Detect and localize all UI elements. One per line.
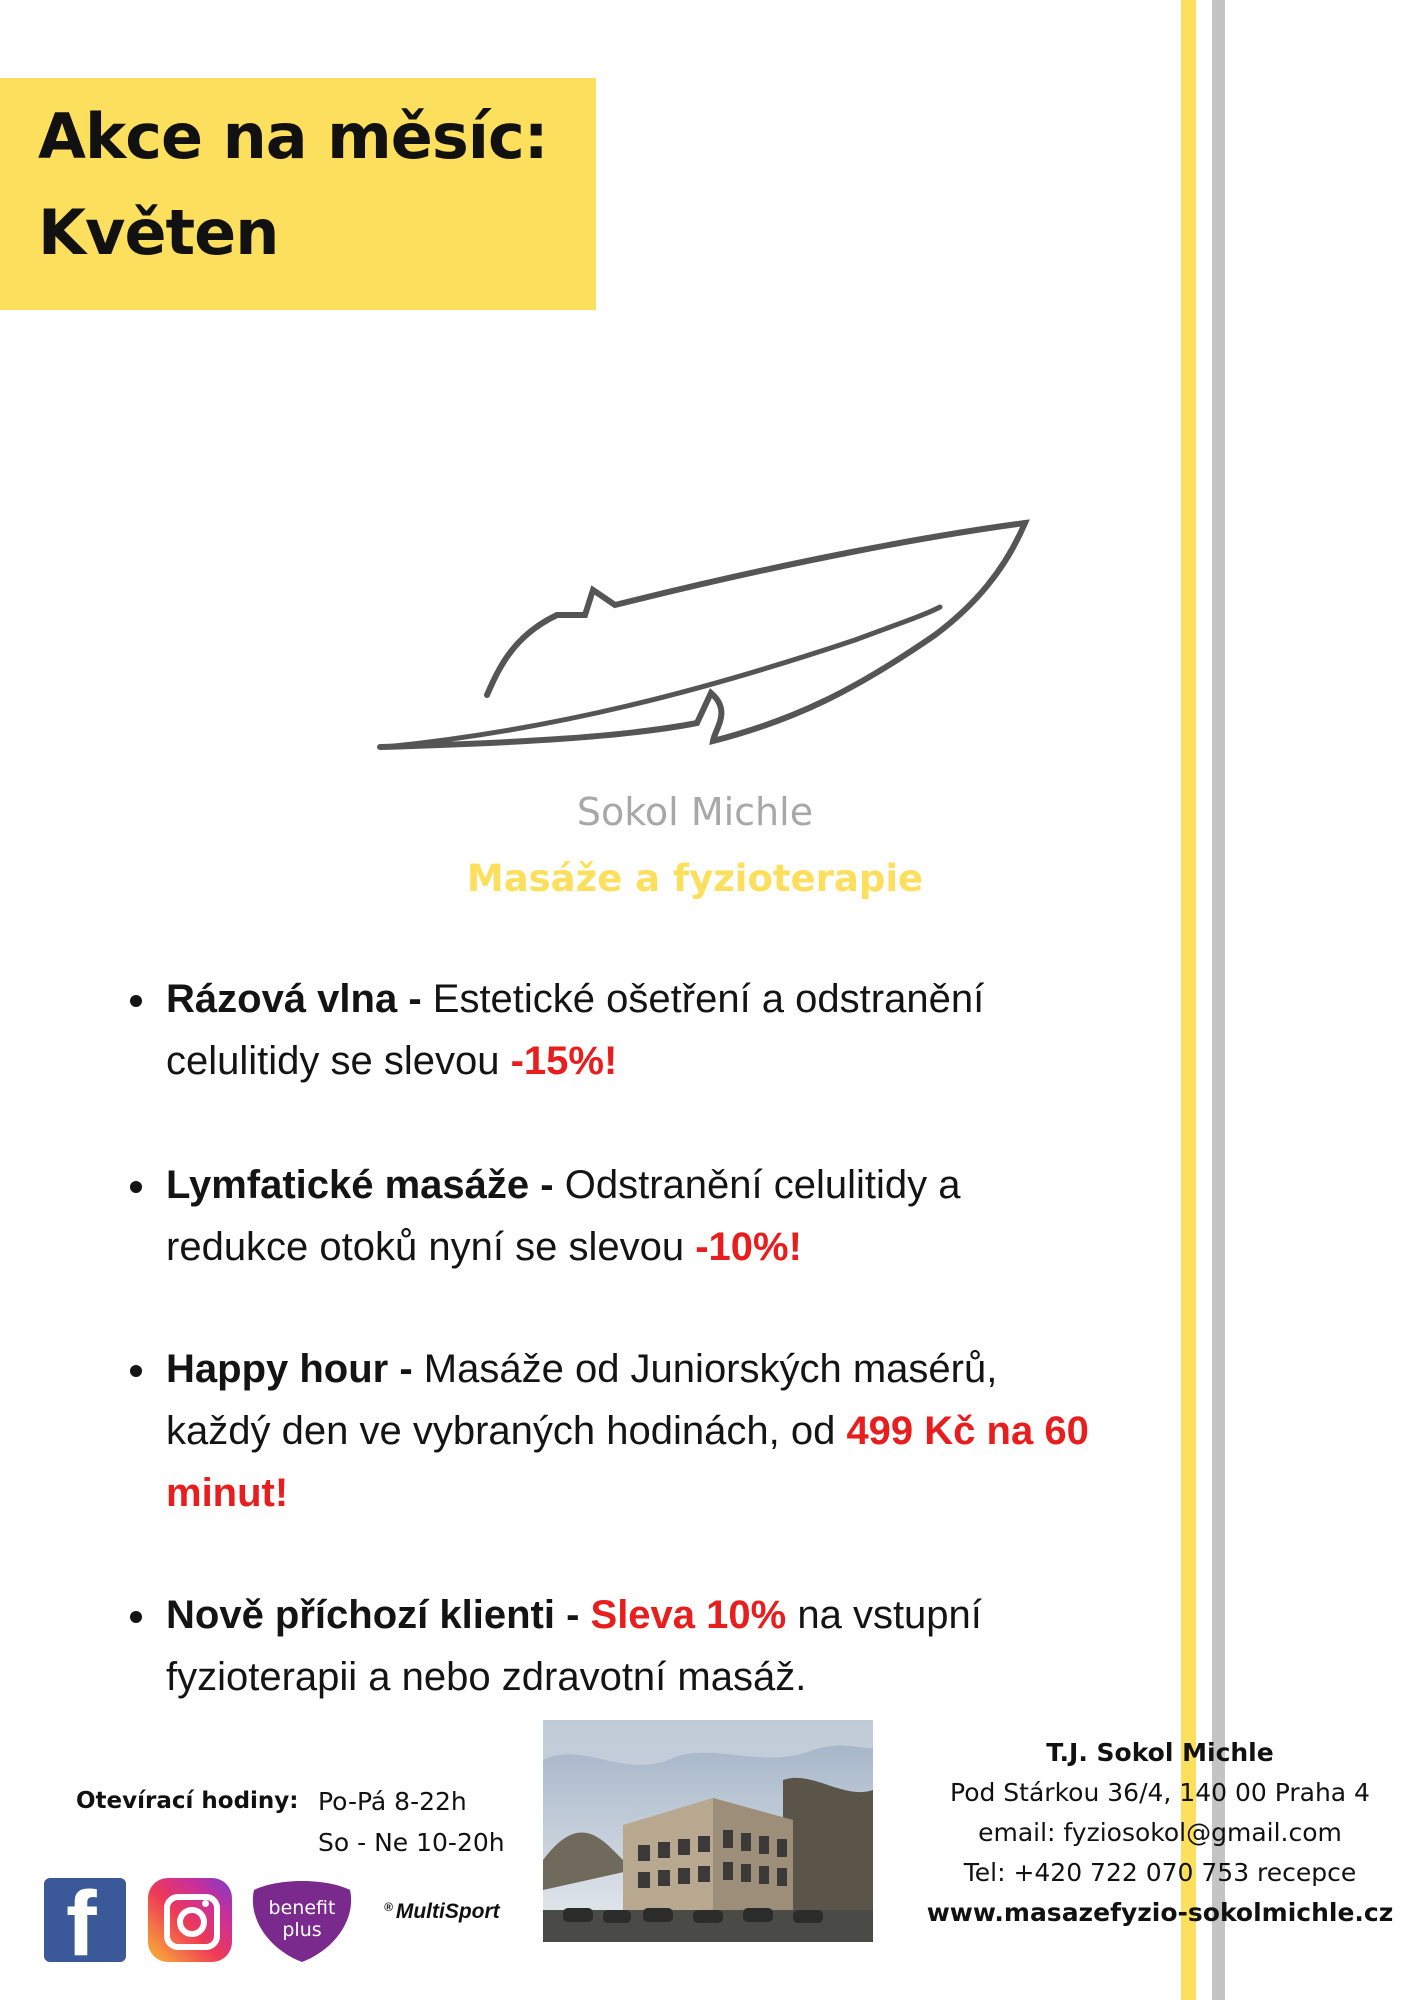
offer-item: [130, 1584, 1110, 1708]
title-line-2: Květen: [38, 196, 279, 269]
instagram-icon[interactable]: [148, 1878, 232, 1962]
offer-item: [130, 1154, 1110, 1278]
benefit-line1: benefit: [268, 1897, 336, 1919]
bullet-icon: [130, 995, 142, 1007]
multisport-logo[interactable]: [384, 1900, 500, 1924]
decorative-stripe-gray: [1212, 0, 1225, 2000]
offer-text: Masáže od Juniorských masérů, každý den ve vybraných hodinách, od: [166, 1347, 998, 1453]
multisport-mark-icon: ®: [384, 1900, 393, 1914]
feather-logo-icon: [375, 515, 1035, 760]
opening-hours-label: Otevírací hodiny:: [76, 1788, 299, 1814]
offer-highlight: Sleva 10%: [590, 1593, 787, 1637]
offer-highlight: 499 Kč na 60 minut!: [166, 1409, 1089, 1515]
contact-phone[interactable]: Tel: +420 722 070 753 recepce: [963, 1858, 1357, 1887]
offer-text: Estetické ošetření a odstranění celulitidy se slevou: [166, 977, 985, 1083]
offer-highlight: -10%!: [695, 1225, 802, 1269]
opening-hours-weekend: So - Ne 10-20h: [318, 1828, 505, 1857]
offer-title: Lymfatické masáže -: [166, 1163, 565, 1207]
offer-highlight: -15%!: [510, 1039, 618, 1083]
multisport-label: MultiSport: [395, 1900, 500, 1923]
offer-title: Nově příchozí klienti -: [166, 1593, 591, 1637]
contact-organization: T.J. Sokol Michle: [1046, 1738, 1274, 1767]
benefit-plus-logo[interactable]: [248, 1876, 356, 1964]
brand-name: Sokol Michle: [576, 790, 814, 834]
contact-website-link[interactable]: www.masazefyzio-sokolmichle.cz: [926, 1898, 1394, 1927]
offer-item: [130, 1338, 1110, 1524]
offer-title: Happy hour -: [166, 1347, 424, 1391]
opening-hours-weekdays: Po-Pá 8-22h: [318, 1787, 467, 1816]
title-banner: [0, 78, 596, 310]
facebook-icon[interactable]: f: [44, 1878, 126, 1962]
offer-item: [130, 968, 1110, 1092]
offer-text: na vstupní fyzioterapii a nebo zdravotní masáž.: [166, 1593, 982, 1699]
brand-subtitle: Masáže a fyzioterapie: [466, 857, 924, 900]
offer-text: Odstranění celulitidy a redukce otoků nyní se slevou: [166, 1163, 961, 1269]
benefit-line2: plus: [282, 1919, 322, 1941]
bullet-icon: [130, 1181, 142, 1193]
title-line-1: Akce na měsíc:: [38, 100, 548, 173]
offer-title: Rázová vlna -: [166, 977, 433, 1021]
decorative-stripe-yellow: [1181, 0, 1196, 2000]
contact-address: Pod Stárkou 36/4, 140 00 Praha 4: [950, 1778, 1370, 1807]
contact-email[interactable]: email: fyziosokol@gmail.com: [978, 1818, 1342, 1847]
bullet-icon: [130, 1365, 142, 1377]
building-photo: [543, 1720, 873, 1942]
bullet-icon: [130, 1611, 142, 1623]
